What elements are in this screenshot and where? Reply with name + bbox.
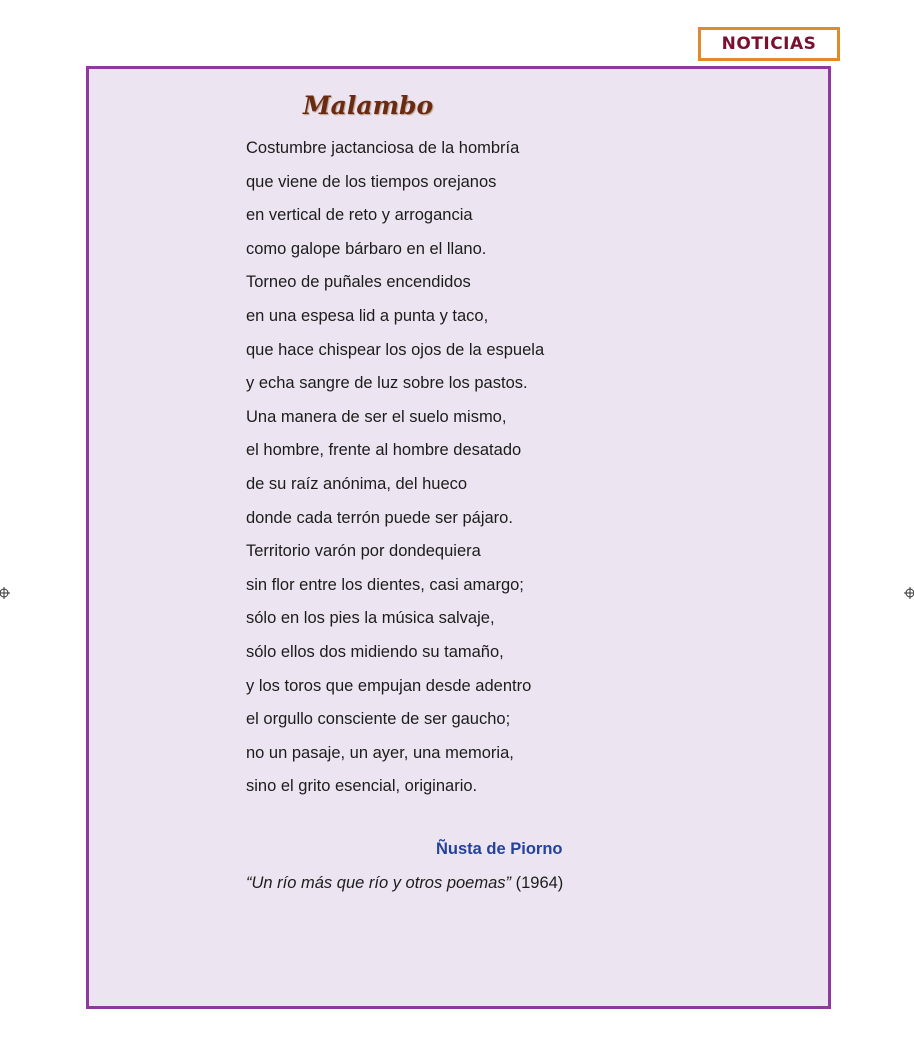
verse-line: en una espesa lid a punta y taco, [246, 306, 489, 325]
source-year: (1964) [515, 874, 564, 892]
verse-line: que hace chispear los ojos de la espuela [246, 340, 545, 359]
verse-line: que viene de los tiempos orejanos [246, 172, 497, 191]
verse-line: el hombre, frente al hombre desatado [246, 441, 522, 460]
poem-verses [246, 132, 544, 804]
poem-author: Ñusta de Piorno [436, 840, 563, 858]
verse-line: no un pasaje, un ayer, una memoria, [246, 743, 514, 762]
verse-line: y echa sangre de luz sobre los pastos. [246, 374, 528, 393]
poem-panel [86, 66, 831, 1009]
verse-line: Torneo de puñales encendidos [246, 273, 471, 292]
verse-line: donde cada terrón puede ser pájaro. [246, 508, 513, 527]
verse-line: sólo en los pies la música salvaje, [246, 609, 495, 628]
verse-line: como galope bárbaro en el llano. [246, 239, 487, 258]
verse-line: en vertical de reto y arrogancia [246, 206, 473, 225]
verse-line: sino el grito esencial, originario. [246, 777, 478, 796]
right-registration-mark-icon [904, 587, 914, 599]
poem-title: Malambo [303, 91, 434, 120]
left-registration-mark-icon [0, 587, 10, 599]
verse-line: el orgullo consciente de ser gaucho; [246, 710, 511, 729]
verse-line: y los toros que empujan desde adentro [246, 676, 532, 695]
verse-line: sin flor entre los dientes, casi amargo; [246, 575, 524, 594]
verse-line: sólo ellos dos midiendo su tamaño, [246, 642, 504, 661]
verse-line: Territorio varón por dondequiera [246, 542, 481, 561]
verse-line: Costumbre jactanciosa de la hombría [246, 139, 520, 157]
noticias-button[interactable]: NOTICIAS [698, 27, 840, 61]
verse-line: Una manera de ser el suelo mismo, [246, 407, 507, 426]
verse-line: de su raíz anónima, del hueco [246, 474, 468, 493]
source-book-title: “Un río más que río y otros poemas” [246, 874, 512, 892]
poem-source [246, 874, 563, 893]
